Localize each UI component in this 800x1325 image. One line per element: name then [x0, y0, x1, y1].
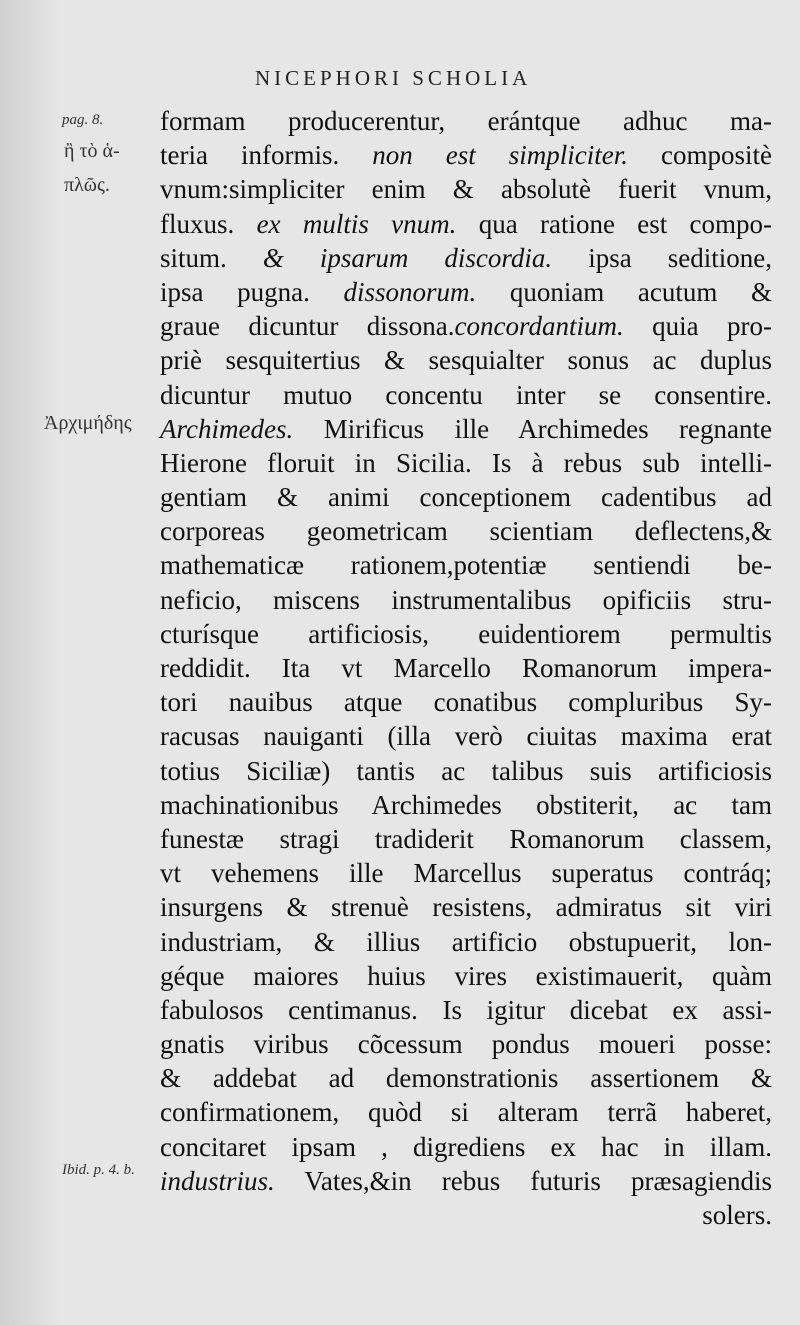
text-segment: compositè: [628, 140, 772, 171]
text-segment: machinationibus Archimedes obstiterit, ac tam: [160, 789, 772, 820]
text-line: [160, 617, 772, 651]
text-line: [160, 343, 772, 377]
text-segment: & addebat ad demonstrationis assertionem &: [160, 1063, 772, 1094]
text-segment: solers.: [702, 1200, 772, 1230]
text-segment: Mirificus ille Archimedes regnante: [293, 413, 772, 444]
text-segment: formam producerentur, erántque adhuc ma-: [160, 106, 772, 136]
text-line: [160, 1198, 772, 1232]
text-segment: cturísque artificiosis, euidentiorem permultis: [160, 618, 772, 649]
text-line: [160, 412, 772, 446]
text-line: [160, 856, 772, 890]
text-segment: qua ratione est compo-: [456, 208, 773, 239]
text-line: [160, 583, 772, 617]
text-segment: insurgens & strenuè resistens, admiratus sit viri: [160, 892, 772, 923]
text-line: [160, 788, 772, 822]
text-line: [160, 446, 772, 480]
text-line: [160, 207, 772, 241]
text-segment: quia pro-: [623, 311, 773, 342]
text-segment: teria informis.: [160, 140, 373, 171]
text-line: [160, 1027, 772, 1061]
text-segment: vt vehemens ille Marcellus superatus contráq;: [160, 858, 772, 889]
margin-note-archimedes: Ἀρχιμήδης: [44, 412, 132, 434]
body-text: [160, 104, 772, 1232]
text-line: [160, 514, 772, 548]
text-segment: funestæ stragi tradiderit Romanorum classem,: [160, 823, 772, 854]
text-line: [160, 104, 772, 138]
text-line: [160, 993, 772, 1027]
text-segment: quoniam acutum &: [476, 276, 772, 307]
text-segment: concitaret ipsam , digrediens ex hac in illam.: [160, 1131, 772, 1162]
text-line: [160, 309, 772, 343]
text-segment: neficio, miscens instrumentalibus opificiis stru-: [160, 584, 772, 615]
text-line: [160, 959, 772, 993]
text-segment: Vates,&in rebus futuris præsagiendis: [274, 1165, 772, 1196]
italic-lemma: Archimedes.: [160, 413, 294, 444]
text-line: [160, 548, 772, 582]
text-line: [160, 172, 772, 206]
text-segment: tori nauibus atque conatibus compluribus Sy-: [160, 687, 772, 718]
text-segment: dicuntur mutuo concentu inter se consentire.: [160, 379, 772, 410]
italic-lemma: industrius.: [160, 1165, 275, 1196]
running-header: NICEPHORI SCHOLIA: [255, 66, 532, 90]
italic-lemma: non est simpliciter.: [372, 140, 628, 171]
text-segment: totius Siciliæ) tantis ac talibus suis artificiosis: [160, 755, 772, 786]
text-line: [160, 719, 772, 753]
text-line: [160, 925, 772, 959]
text-segment: graue dicuntur dissona.: [160, 311, 455, 342]
text-segment: gnatis viribus cõcessum pondus moueri posse:: [160, 1029, 772, 1060]
page-gutter-shadow: [0, 0, 60, 1325]
text-segment: industriam, & illius artificio obstupuerit, lon-: [160, 926, 772, 957]
text-line: [160, 275, 772, 309]
text-line: [160, 890, 772, 924]
text-segment: ipsa seditione,: [552, 242, 772, 273]
italic-lemma: concordantium.: [454, 311, 624, 342]
text-line: [160, 241, 772, 275]
text-segment: mathematicæ rationem,potentiæ sentiendi be-: [160, 550, 772, 581]
text-segment: priè sesquitertius & sesquialter sonus ac duplus: [160, 345, 772, 376]
text-line: [160, 1061, 772, 1095]
italic-lemma: ex multis vnum.: [256, 208, 457, 239]
text-segment: Hierone floruit in Sicilia. Is à rebus sub intelli-: [160, 447, 772, 478]
text-segment: racusas nauiganti (illa verò ciuitas maxima erat: [160, 721, 772, 752]
text-line: [160, 480, 772, 514]
text-segment: confirmationem, quòd si alteram terrã haberet,: [160, 1097, 772, 1128]
text-segment: situm.: [160, 242, 263, 273]
text-segment: géque maiores huius vires existimauerit, quàm: [160, 960, 772, 991]
text-line: [160, 138, 772, 172]
text-segment: vnum:simpliciter enim & absolutè fuerit vnum,: [160, 174, 772, 205]
text-segment: fabulosos centimanus. Is igitur dicebat ex assi-: [160, 994, 772, 1025]
text-line: [160, 754, 772, 788]
text-segment: fluxus.: [160, 208, 257, 239]
margin-note-page-ref: pag. 8.: [62, 112, 104, 128]
margin-note-greek-2: πλῶς.: [64, 174, 110, 196]
text-segment: reddidit. Ita vt Marcello Romanorum impera-: [160, 653, 772, 683]
margin-note-ibid: Ibid. p. 4. b.: [62, 1162, 135, 1178]
text-line: [160, 1164, 772, 1198]
text-line: [160, 1095, 772, 1129]
text-segment: corporeas geometricam scientiam deflectens,&: [160, 516, 772, 547]
text-line: [160, 822, 772, 856]
text-line: [160, 1130, 772, 1164]
text-segment: ipsa pugna.: [160, 276, 344, 307]
italic-lemma: & ipsarum discordia.: [262, 242, 553, 273]
text-line: [160, 685, 772, 719]
text-segment: gentiam & animi conceptionem cadentibus ad: [160, 482, 772, 513]
margin-note-greek-1: ἢ τὸ ἁ-: [64, 140, 120, 162]
text-line: [160, 378, 772, 412]
text-line: [160, 651, 772, 685]
italic-lemma: dissonorum.: [343, 276, 477, 307]
